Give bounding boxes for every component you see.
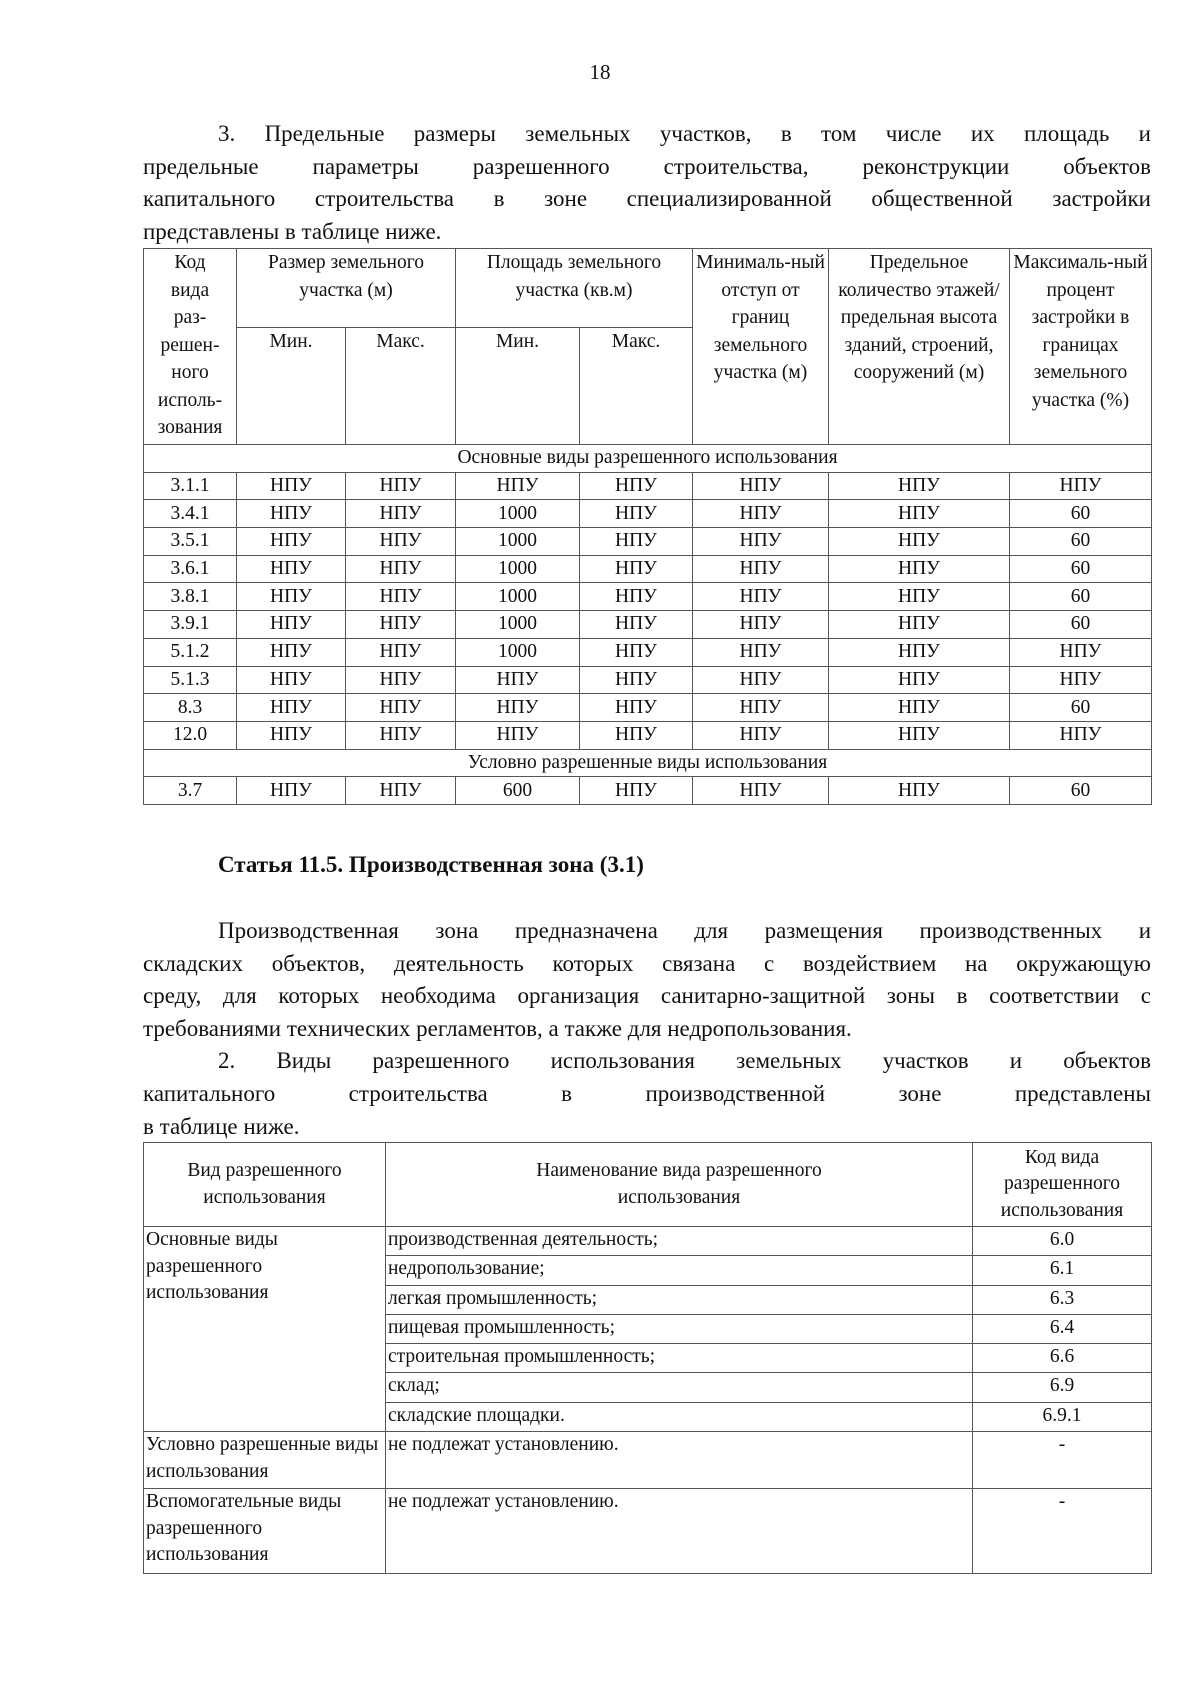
- table-row: [144, 500, 1152, 528]
- table-cell: НПУ: [580, 777, 693, 805]
- text-line: капитального строительства в производственной зоне представлены: [143, 1080, 1151, 1106]
- table-cell: 1000: [456, 500, 580, 528]
- table-cell: НПУ: [693, 555, 829, 583]
- table-cell: НПУ: [346, 583, 456, 611]
- use-code: -: [973, 1489, 1152, 1574]
- table-cell: НПУ: [829, 500, 1010, 528]
- table-cell: НПУ: [456, 694, 580, 722]
- limits-table: [143, 248, 1152, 805]
- text-line: в таблице ниже.: [143, 1113, 300, 1139]
- table-cell: 60: [1010, 500, 1152, 528]
- table-row: [144, 528, 1152, 556]
- table-cell: НПУ: [829, 528, 1010, 556]
- paragraph-zone-description: [143, 915, 1151, 1143]
- table-cell: НПУ: [580, 583, 693, 611]
- table-cell: 60: [1010, 528, 1152, 556]
- text-line: представлены в таблице ниже.: [143, 218, 442, 244]
- table-cell: 3.8.1: [144, 583, 237, 611]
- table-row: [144, 638, 1152, 666]
- table-row: [144, 721, 1152, 749]
- table-cell: НПУ: [346, 611, 456, 639]
- header-size-max: Макс.: [346, 328, 456, 445]
- table-cell: 3.4.1: [144, 500, 237, 528]
- table-cell: НПУ: [829, 777, 1010, 805]
- table-cell: 3.7: [144, 777, 237, 805]
- use-name: складские площадки.: [386, 1402, 973, 1431]
- table-cell: НПУ: [1010, 638, 1152, 666]
- table-cell: НПУ: [693, 777, 829, 805]
- use-name: не подлежат установлению.: [386, 1432, 973, 1489]
- table-cell: НПУ: [580, 555, 693, 583]
- table-cell: НПУ: [829, 472, 1010, 500]
- use-code: 6.4: [973, 1314, 1152, 1343]
- table-cell: НПУ: [693, 528, 829, 556]
- table-cell: НПУ: [346, 638, 456, 666]
- table-row: [144, 777, 1152, 805]
- table-cell: НПУ: [456, 472, 580, 500]
- text-line: 2. Виды разрешенного использования земельных участков и объектов: [218, 1048, 1151, 1074]
- table-cell: НПУ: [346, 694, 456, 722]
- header-area: Площадь земельного участка (кв.м): [456, 249, 693, 328]
- kind-main: Основные виды разрешенного использования: [144, 1227, 386, 1432]
- text-line: складских объектов, деятельность которых связана с воздействием на окружающую: [143, 950, 1151, 976]
- table-cell: НПУ: [693, 500, 829, 528]
- use-code: -: [973, 1432, 1152, 1489]
- header-area-min: Мин.: [456, 328, 580, 445]
- table-cell: НПУ: [580, 528, 693, 556]
- table-cell: НПУ: [237, 694, 346, 722]
- table-cell: 3.9.1: [144, 611, 237, 639]
- table-cell: НПУ: [1010, 472, 1152, 500]
- use-name: легкая промышленность;: [386, 1285, 973, 1314]
- table-row: [144, 1489, 1152, 1574]
- table-cell: НПУ: [829, 638, 1010, 666]
- section-label: Основные виды разрешенного использования: [144, 445, 1152, 473]
- use-code: 6.9: [973, 1373, 1152, 1402]
- table-cell: 3.1.1: [144, 472, 237, 500]
- header-size: Размер земельного участка (м): [237, 249, 456, 328]
- table-cell: НПУ: [580, 472, 693, 500]
- section-label: Условно разрешенные виды использования: [144, 749, 1152, 777]
- table-cell: 5.1.3: [144, 666, 237, 694]
- table-row: [144, 611, 1152, 639]
- section-row: [144, 445, 1152, 473]
- table-row: [144, 555, 1152, 583]
- table-row: [144, 472, 1152, 500]
- section-row: [144, 749, 1152, 777]
- table-cell: НПУ: [829, 611, 1010, 639]
- use-name: недропользование;: [386, 1256, 973, 1285]
- table-row: [144, 583, 1152, 611]
- kind-cond: Условно разрешенные виды использования: [144, 1432, 386, 1489]
- table-cell: НПУ: [829, 555, 1010, 583]
- use-name: не подлежат установлению.: [386, 1489, 973, 1574]
- table-cell: НПУ: [580, 638, 693, 666]
- text-line: Производственная зона предназначена для размещения производственных и: [218, 918, 1151, 943]
- table-cell: НПУ: [829, 583, 1010, 611]
- table-cell: НПУ: [237, 528, 346, 556]
- table-cell: 1000: [456, 528, 580, 556]
- table-cell: НПУ: [346, 721, 456, 749]
- text-line: среду, для которых необходима организация санитарно-защитной зоны в соответствии с: [143, 983, 1151, 1009]
- table-cell: НПУ: [693, 721, 829, 749]
- use-code: 6.3: [973, 1285, 1152, 1314]
- table-cell: НПУ: [693, 472, 829, 500]
- table-cell: НПУ: [829, 666, 1010, 694]
- use-name: производственная деятельность;: [386, 1227, 973, 1256]
- table-cell: НПУ: [829, 694, 1010, 722]
- table-cell: НПУ: [237, 472, 346, 500]
- article-heading: Статья 11.5. Производственная зона (3.1): [218, 852, 644, 877]
- table-cell: НПУ: [237, 500, 346, 528]
- table-cell: НПУ: [829, 721, 1010, 749]
- table-cell: НПУ: [346, 666, 456, 694]
- table-cell: НПУ: [346, 555, 456, 583]
- header-name: Наименование вида разрешенного использования: [386, 1143, 973, 1227]
- table-cell: НПУ: [237, 721, 346, 749]
- table-cell: НПУ: [237, 583, 346, 611]
- table-cell: НПУ: [237, 777, 346, 805]
- table-cell: 60: [1010, 777, 1152, 805]
- table-cell: НПУ: [456, 666, 580, 694]
- table-cell: 60: [1010, 611, 1152, 639]
- table-cell: НПУ: [346, 528, 456, 556]
- use-name: строительная промышленность;: [386, 1344, 973, 1373]
- header-floors: Предельное количество этажей/ предельная высота зданий, строений, сооружений (м): [829, 249, 1010, 445]
- use-code: 6.6: [973, 1344, 1152, 1373]
- table-cell: НПУ: [237, 638, 346, 666]
- table-cell: НПУ: [580, 500, 693, 528]
- table-cell: 60: [1010, 555, 1152, 583]
- use-code: 6.9.1: [973, 1402, 1152, 1431]
- table-cell: 60: [1010, 583, 1152, 611]
- table-cell: 600: [456, 777, 580, 805]
- table-cell: 1000: [456, 638, 580, 666]
- paragraph-limits-intro: [143, 118, 1151, 248]
- table-cell: 12.0: [144, 721, 237, 749]
- table-cell: НПУ: [580, 666, 693, 694]
- table-row: [144, 694, 1152, 722]
- page-number: 18: [589, 60, 611, 84]
- table-cell: 5.1.2: [144, 638, 237, 666]
- text-line: 3. Предельные размеры земельных участков, в том числе их площадь и: [218, 121, 1151, 146]
- table-cell: 1000: [456, 555, 580, 583]
- table-cell: НПУ: [346, 777, 456, 805]
- use-code: 6.1: [973, 1256, 1152, 1285]
- table-cell: НПУ: [1010, 666, 1152, 694]
- header-percent: Максималь-ный процент застройки в границах земельного участка (%): [1010, 249, 1152, 445]
- header-area-max: Макс.: [580, 328, 693, 445]
- table-cell: 3.5.1: [144, 528, 237, 556]
- table-row: [144, 666, 1152, 694]
- table-cell: 1000: [456, 611, 580, 639]
- table-cell: 8.3: [144, 694, 237, 722]
- kind-aux: Вспомогательные виды разрешенного использования: [144, 1489, 386, 1574]
- table-row: [144, 1432, 1152, 1489]
- table-cell: НПУ: [580, 611, 693, 639]
- table-cell: 1000: [456, 583, 580, 611]
- table-cell: НПУ: [693, 583, 829, 611]
- table-cell: НПУ: [693, 666, 829, 694]
- table-cell: 3.6.1: [144, 555, 237, 583]
- uses-table: [143, 1142, 1152, 1574]
- table-cell: НПУ: [346, 500, 456, 528]
- table-cell: НПУ: [693, 611, 829, 639]
- text-line: предельные параметры разрешенного строительства, реконструкции объектов: [143, 153, 1151, 179]
- table-row: [144, 1227, 1152, 1256]
- header-kind: Вид разрешенного использования: [144, 1143, 386, 1227]
- table-cell: НПУ: [580, 694, 693, 722]
- table-cell: НПУ: [580, 721, 693, 749]
- table-cell: НПУ: [693, 638, 829, 666]
- header-size-min: Мин.: [237, 328, 346, 445]
- table-cell: НПУ: [237, 555, 346, 583]
- use-name: пищевая промышленность;: [386, 1314, 973, 1343]
- header-code: Код вида раз-решен-ного исполь-зования: [144, 249, 237, 445]
- text-line: капитального строительства в зоне специализированной общественной застройки: [143, 186, 1151, 212]
- table-cell: НПУ: [693, 694, 829, 722]
- table-cell: НПУ: [456, 721, 580, 749]
- use-code: 6.0: [973, 1227, 1152, 1256]
- table-cell: НПУ: [1010, 721, 1152, 749]
- table-cell: НПУ: [237, 666, 346, 694]
- header-code: Код вида разрешенного использования: [973, 1143, 1152, 1227]
- table-cell: НПУ: [237, 611, 346, 639]
- use-name: склад;: [386, 1373, 973, 1402]
- table-cell: НПУ: [346, 472, 456, 500]
- text-line: требованиями технических регламентов, а также для недропользования.: [143, 1015, 852, 1041]
- header-setback: Минималь-ный отступ от границ земельного участка (м): [693, 249, 829, 445]
- table-cell: 60: [1010, 694, 1152, 722]
